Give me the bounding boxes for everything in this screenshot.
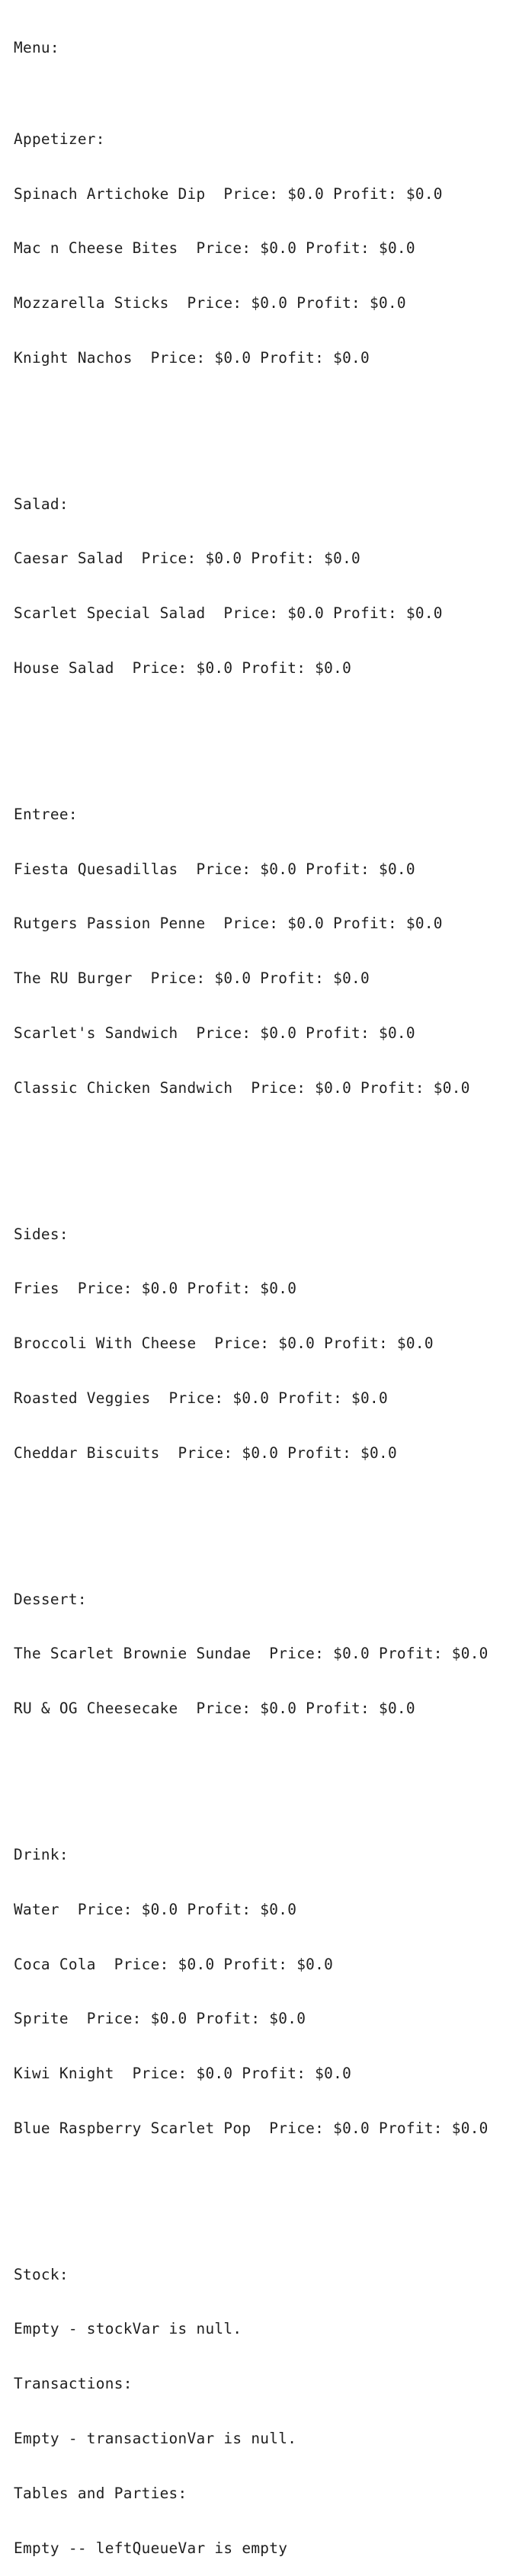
transactions-message: Empty - transactionVar is null.: [14, 2430, 297, 2448]
blank-line: [14, 1499, 519, 1517]
menu-item-line: Caesar Salad Price: $0.0 Profit: $0.0: [14, 549, 361, 568]
menu-item-line: Roasted Veggies Price: $0.0 Profit: $0.0: [14, 1389, 388, 1408]
tables-header: Tables and Parties:: [14, 2485, 187, 2502]
menu-item-line: Spinach Artichoke Dip Price: $0.0 Profit: $0.0: [14, 184, 443, 203]
menu-item-line: Knight Nachos Price: $0.0 Profit: $0.0: [14, 349, 370, 367]
menu-item-line: Rutgers Passion Penne Price: $0.0 Profit: $0.0: [14, 915, 443, 933]
menu-item-line: Blue Raspberry Scarlet Pop Price: $0.0 Profit: $0.0: [14, 2119, 489, 2138]
blank-line: [14, 1134, 519, 1152]
section-title-appetizer: Appetizer:: [14, 130, 105, 148]
menu-item-line: Sprite Price: $0.0 Profit: $0.0: [14, 2010, 306, 2028]
section-title-salad: Salad:: [14, 495, 69, 513]
transactions-header: Transactions:: [14, 2375, 133, 2393]
menu-item-line: The RU Burger Price: $0.0 Profit: $0.0: [14, 969, 370, 988]
tables-message: Empty -- leftQueueVar is empty: [14, 2539, 288, 2557]
blank-line: [14, 2174, 519, 2193]
blank-line: [14, 404, 519, 422]
menu-item-line: Mac n Cheese Bites Price: $0.0 Profit: $0.0: [14, 239, 415, 258]
menu-item-line: Broccoli With Cheese Price: $0.0 Profit: $0.0: [14, 1334, 434, 1353]
console-output: [14, 2, 519, 2576]
menu-item-line: Water Price: $0.0 Profit: $0.0: [14, 1900, 297, 1918]
menu-item-line: Mozzarella Sticks Price: $0.0 Profit: $0.0: [14, 294, 406, 312]
stock-header: Stock:: [14, 2265, 69, 2283]
menu-item-line: House Salad Price: $0.0 Profit: $0.0: [14, 659, 352, 678]
menu-item-line: Coca Cola Price: $0.0 Profit: $0.0: [14, 1955, 334, 1973]
menu-item-line: Fiesta Quesadillas Price: $0.0 Profit: $0.0: [14, 860, 415, 878]
blank-line: [14, 1754, 519, 1773]
section-title-entree: Entree:: [14, 805, 78, 823]
menu-item-line: The Scarlet Brownie Sundae Price: $0.0 Profit: $0.0: [14, 1645, 489, 1663]
section-title-drink: Drink:: [14, 1845, 69, 1863]
menu-header: Menu:: [14, 38, 59, 56]
menu-item-line: Scarlet Special Salad Price: $0.0 Profit: $0.0: [14, 604, 443, 623]
section-title-sides: Sides:: [14, 1225, 69, 1243]
menu-item-line: Cheddar Biscuits Price: $0.0 Profit: $0.0: [14, 1443, 397, 1462]
stock-message: Empty - stockVar is null.: [14, 2320, 242, 2338]
menu-item-line: Kiwi Knight Price: $0.0 Profit: $0.0: [14, 2065, 352, 2083]
menu-item-line: Fries Price: $0.0 Profit: $0.0: [14, 1280, 297, 1298]
menu-item-line: Classic Chicken Sandwich Price: $0.0 Profit: $0.0: [14, 1078, 470, 1097]
menu-item-line: RU & OG Cheesecake Price: $0.0 Profit: $0.0: [14, 1700, 415, 1718]
menu-item-line: Scarlet's Sandwich Price: $0.0 Profit: $0.0: [14, 1024, 415, 1043]
blank-line: [14, 714, 519, 732]
section-title-dessert: Dessert:: [14, 1590, 87, 1608]
